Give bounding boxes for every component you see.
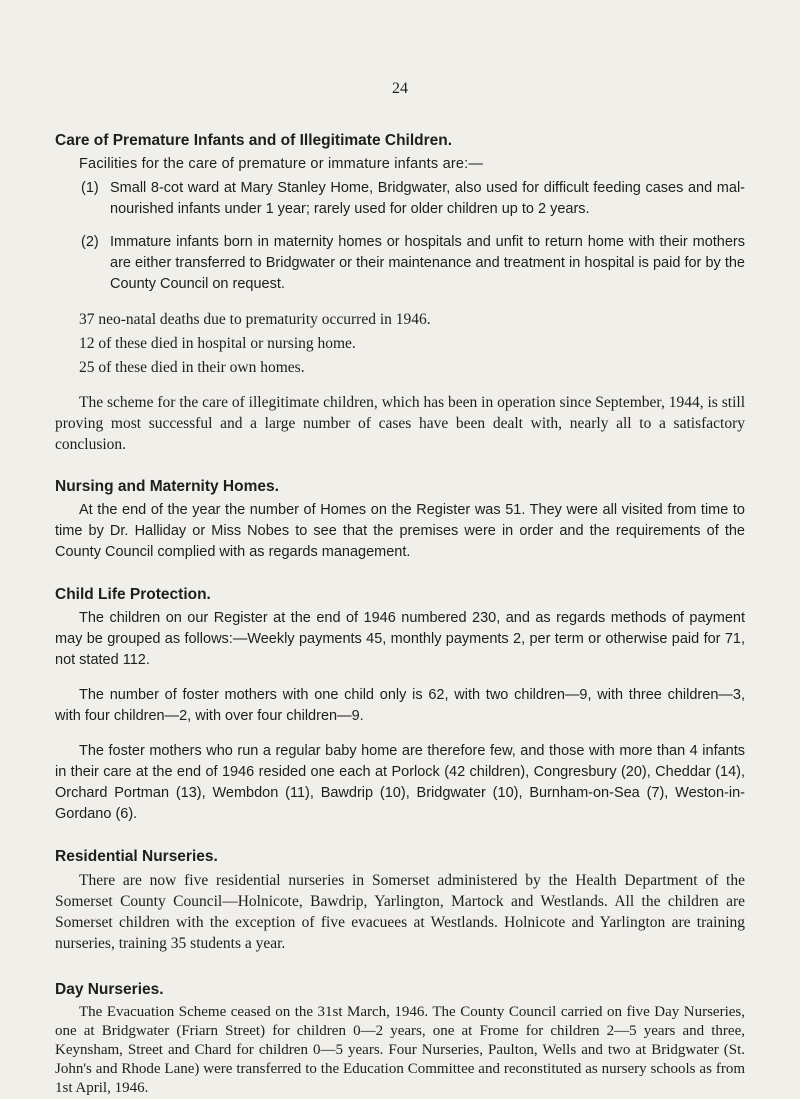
stat-line: 25 of these died in their own homes. [79, 359, 305, 376]
child-life-paragraph-2: The number of foster mothers with one child only is 62, with two children—9, with three children—3, with four children—2, with over four children—9. [55, 687, 745, 724]
nursing-paragraph: At the end of the year the number of Homes on the Register was 51. They were all visited from time to time by Dr. Halliday or Miss Nobes to see that the premises were in order and the requirements of the County Council complied with as regards management. [55, 502, 745, 560]
section-heading-premature: Care of Premature Infants and of Illegitimate Children. [55, 132, 453, 149]
stat-line: 12 of these died in hospital or nursing home. [79, 335, 356, 352]
list-item [81, 178, 745, 220]
document-body [55, 83, 745, 1098]
section-heading-day: Day Nurseries. [55, 981, 164, 998]
section-heading-residential: Residential Nurseries. [55, 848, 218, 865]
section-heading-child-life: Child Life Protection. [55, 586, 211, 603]
illegitimate-paragraph: The scheme for the care of illegitimate children, which has been in operation since September, 1944, is still proving most successful and a large number of cases have been dealt with, nearly all to a satisfactory conclusion. [55, 394, 745, 453]
page-number: 24 [392, 80, 408, 97]
list-item [81, 232, 745, 295]
stat-line: 37 neo-natal deaths due to prematurity occurred in 1946. [79, 311, 431, 328]
residential-paragraph: There are now five residential nurseries in Somerset administered by the Health Department of the Somerset County Council—Holnicote, Bawdrip, Yarlington, Martock and Westlands. All the children are Somerset children with the exception of five evacuees at Westlands. Holnicote and Yarlington are training nurseries, training 35 students a year. [55, 872, 745, 952]
child-life-paragraph-1: The children on our Register at the end of 1946 numbered 230, and as regards methods of payment may be grouped as follows:—Weekly payments 45, monthly payments 2, per term or otherwise paid for 71, not stated 112. [55, 610, 745, 668]
list-text: Immature infants born in maternity homes or hospitals and unfit to return home with their mothers are either transferred to Bridgwater or their maintenance and treatment in hospital is paid for by the County Council on request. [110, 234, 745, 292]
list-number: (1) [81, 180, 99, 196]
day-paragraph: The Evacuation Scheme ceased on the 31st March, 1946. The County Council carried on five Day Nurseries, one at Bridgwater (Friarn Street) for children 0—2 years, one at Frome for children 2—5 years and three, Keynsham, Street and Chard for children 0—5 years. Four Nurseries, Paulton, Wells and two at Bridgwater (St. John's and Rhode Lane) were transferred to the Education Committee and reconstituted as nursery schools as from 1st April, 1946. [55, 1004, 745, 1096]
premature-intro: Facilities for the care of premature or immature infants are:— [79, 156, 484, 172]
child-life-paragraph-3: The foster mothers who run a regular baby home are therefore few, and those with more than 4 infants in their care at the end of 1946 resided one each at Porlock (42 children), Congresbury (20), Cheddar (14), Orchard Portman (13), Wembdon (11), Bawdrip (10), Bridgwater (10), Burnham-on-Sea (7), Weston-in-Gordano (6). [55, 743, 745, 822]
list-text: Small 8-cot ward at Mary Stanley Home, Bridgwater, also used for difficult feeding cases and mal-nourished infants under 1 year; rarely used for older children up to 2 years. [110, 180, 745, 217]
list-number: (2) [81, 234, 99, 250]
section-heading-nursing: Nursing and Maternity Homes. [55, 478, 279, 495]
stats-block [55, 309, 745, 378]
